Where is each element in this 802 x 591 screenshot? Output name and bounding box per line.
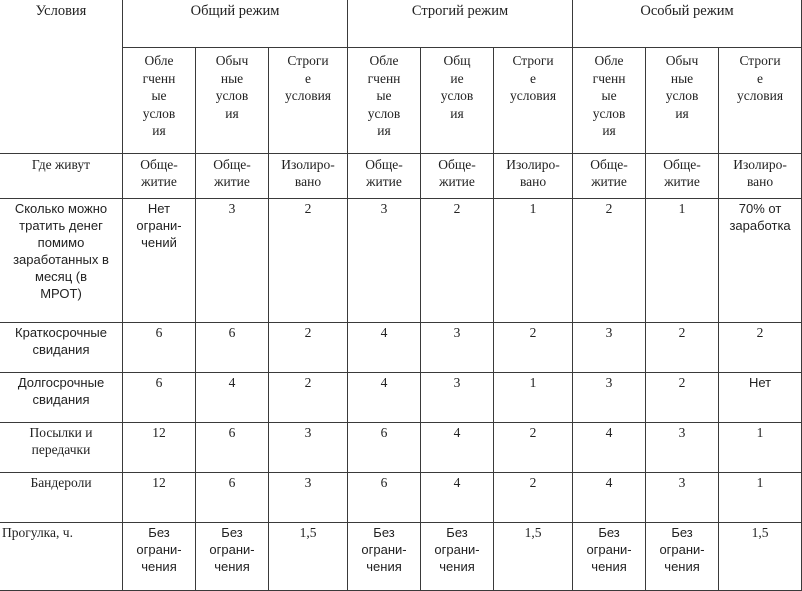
table-cell: 6 <box>348 423 421 473</box>
table-cell: Без ограни- чения <box>196 523 269 591</box>
subheader-cell: Строги е условия <box>719 48 802 154</box>
table-cell: 3 <box>348 199 421 323</box>
table-cell: 2 <box>494 473 573 523</box>
table-cell: 1 <box>719 423 802 473</box>
table-cell: Изолиро- вано <box>494 154 573 199</box>
table-cell: 3 <box>196 199 269 323</box>
table-cell: 4 <box>573 423 646 473</box>
table-cell: 4 <box>421 473 494 523</box>
table-cell: 6 <box>123 373 196 423</box>
table-cell: 2 <box>573 199 646 323</box>
table-row-postal-packages <box>0 473 802 523</box>
table-cell: Нет <box>719 373 802 423</box>
table-row-parcels <box>0 423 802 473</box>
table-cell: 6 <box>348 473 421 523</box>
table-row-walks <box>0 523 802 591</box>
table-cell: Обще- житие <box>123 154 196 199</box>
row-label: Сколько можно тратить денег помимо заработанных в месяц (в МРОТ) <box>0 199 123 323</box>
table-cell: 6 <box>196 423 269 473</box>
table-cell: Изолиро- вано <box>719 154 802 199</box>
table-cell: 2 <box>719 323 802 373</box>
table-cell: 70% от заработка <box>719 199 802 323</box>
table-cell: 1,5 <box>494 523 573 591</box>
header-row-regimes <box>0 0 802 48</box>
table-cell: 3 <box>269 473 348 523</box>
table-cell: Без ограни- чения <box>421 523 494 591</box>
table-cell: 4 <box>348 323 421 373</box>
row-label: Прогулка, ч. <box>0 523 123 591</box>
table-cell: Обще- житие <box>646 154 719 199</box>
table-cell: 4 <box>573 473 646 523</box>
table-cell: Изолиро- вано <box>269 154 348 199</box>
table-cell: Обще- житие <box>348 154 421 199</box>
table-row-money <box>0 199 802 323</box>
table-cell: 1 <box>646 199 719 323</box>
header-general-regime: Общий режим <box>123 0 348 48</box>
table-cell: Обще- житие <box>573 154 646 199</box>
table-cell: 2 <box>421 199 494 323</box>
row-label: Где живут <box>0 154 123 199</box>
table-cell: 12 <box>123 423 196 473</box>
subheader-cell: Обле гченн ые услов ия <box>348 48 421 154</box>
table-cell: 4 <box>196 373 269 423</box>
subheader-cell: Обыч ные услов ия <box>196 48 269 154</box>
table-cell: 1 <box>719 473 802 523</box>
table-cell: 2 <box>646 323 719 373</box>
table-cell: 6 <box>123 323 196 373</box>
table-cell: 6 <box>196 323 269 373</box>
table-cell: 3 <box>421 373 494 423</box>
subheader-cell: Строги е условия <box>494 48 573 154</box>
table-row-short-visits <box>0 323 802 373</box>
table-cell: Обще- житие <box>196 154 269 199</box>
table-cell: 2 <box>269 199 348 323</box>
row-label: Краткосрочные свидания <box>0 323 123 373</box>
table-cell: 3 <box>573 373 646 423</box>
subheader-cell: Обыч ные услов ия <box>646 48 719 154</box>
table-cell: 2 <box>269 373 348 423</box>
table-cell: 1 <box>494 199 573 323</box>
subheader-cell: Обле гченн ые услов ия <box>123 48 196 154</box>
table-cell: 2 <box>269 323 348 373</box>
header-corner-cell: Условия <box>0 0 123 154</box>
row-label: Долгосрочные свидания <box>0 373 123 423</box>
table-cell: 2 <box>494 423 573 473</box>
subheader-cell: Обле гченн ые услов ия <box>573 48 646 154</box>
table-cell: Без ограни- чения <box>646 523 719 591</box>
table-row-housing <box>0 154 802 199</box>
table-cell: Нет ограни- чений <box>123 199 196 323</box>
row-label: Бандероли <box>0 473 123 523</box>
row-label: Посылки и передачки <box>0 423 123 473</box>
table-cell: 3 <box>646 473 719 523</box>
table-cell: 3 <box>646 423 719 473</box>
table-cell: 6 <box>196 473 269 523</box>
table-cell: 1 <box>494 373 573 423</box>
header-strict-regime: Строгий режим <box>348 0 573 48</box>
table-cell: Без ограни- чения <box>573 523 646 591</box>
table-cell: 3 <box>573 323 646 373</box>
table-cell: Обще- житие <box>421 154 494 199</box>
table-cell: 2 <box>646 373 719 423</box>
table-cell: 4 <box>348 373 421 423</box>
table-row-long-visits <box>0 373 802 423</box>
subheader-cell: Строги е условия <box>269 48 348 154</box>
table-cell: 12 <box>123 473 196 523</box>
header-special-regime: Особый режим <box>573 0 802 48</box>
table-cell: 3 <box>269 423 348 473</box>
table-cell: 2 <box>494 323 573 373</box>
table-cell: 1,5 <box>269 523 348 591</box>
subheader-cell: Общ ие услов ия <box>421 48 494 154</box>
table-cell: 3 <box>421 323 494 373</box>
table-cell: 1,5 <box>719 523 802 591</box>
table-cell: 4 <box>421 423 494 473</box>
table-cell: Без ограни- чения <box>348 523 421 591</box>
table-cell: Без ограни- чения <box>123 523 196 591</box>
